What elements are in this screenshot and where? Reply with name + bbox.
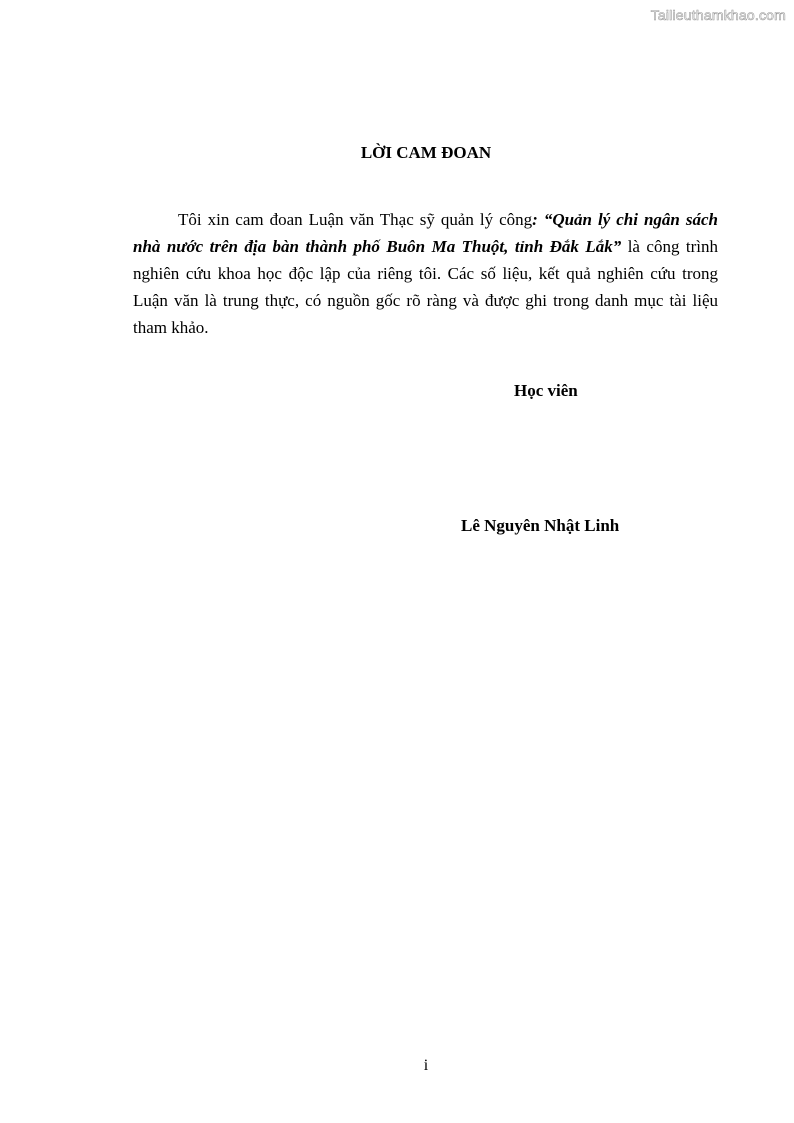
declaration-paragraph (133, 206, 718, 341)
declaration-rest: là công trình nghiên cứu khoa học độc lập của riêng tôi. Các số liệu, kết quả nghiên cứu trong Luận văn là trung thực, có nguồn gốc rõ ràng và được ghi trong danh mục tài liệu tham khảo. (133, 237, 719, 337)
declaration-intro: Tôi xin cam đoan Luận văn Thạc sỹ quản lý công (178, 210, 533, 229)
signature-name: Lê Nguyên Nhật Linh (461, 516, 620, 535)
watermark-text: Tailieuthamkhao.com (650, 7, 786, 23)
thesis-title: : “Quản lý chi ngân sách nhà nước trên địa bàn thành phố Buôn Ma Thuột, tỉnh Đắk Lắk” (133, 210, 718, 256)
page-number: i (423, 1057, 429, 1074)
page-title: LỜI CAM ĐOAN (360, 143, 492, 162)
signature-label: Học viên (514, 381, 578, 400)
